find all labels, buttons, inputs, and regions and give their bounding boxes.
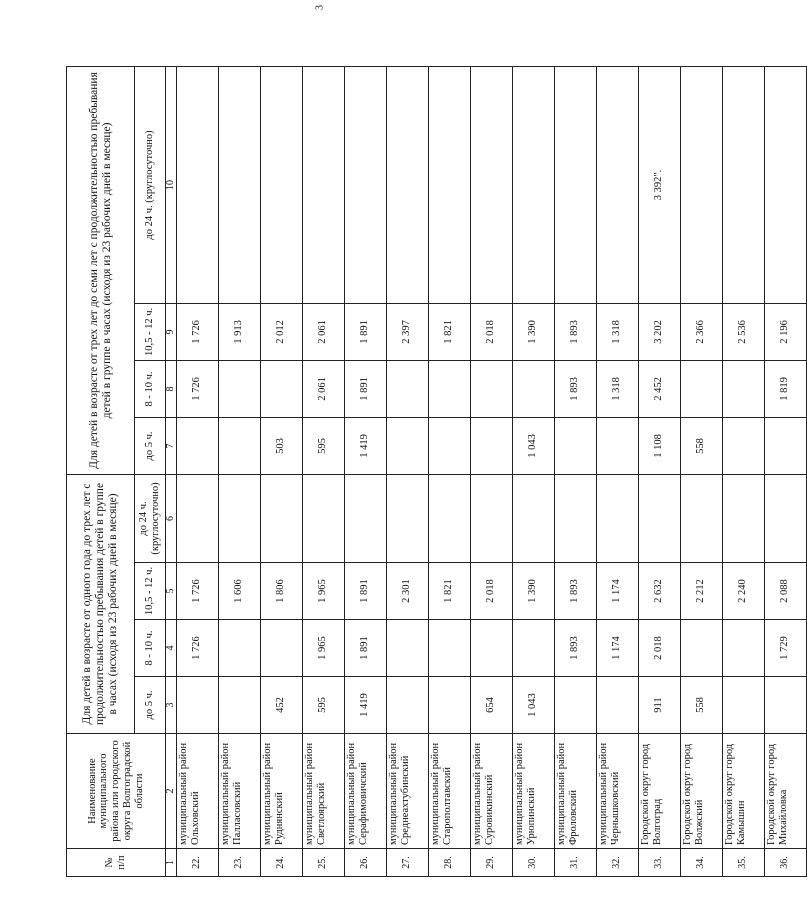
- table-row: [681, 66, 723, 876]
- subheader-up-to-5h: до 5 ч.: [135, 677, 166, 734]
- tariff-value: 2 366: [681, 303, 723, 360]
- tariff-value: 595: [303, 417, 345, 474]
- tariff-value: [471, 66, 513, 303]
- tariff-value: 1 891: [345, 303, 387, 360]
- district-name: Городской округ город Волжский: [681, 734, 723, 849]
- tariff-value: [471, 360, 513, 417]
- subheader-8-10h: 8 - 10 ч.: [135, 620, 166, 677]
- tariff-value: 1 893: [555, 360, 597, 417]
- tariff-value: 558: [681, 417, 723, 474]
- tariff-value: 2 452: [639, 360, 681, 417]
- column-number: 7: [166, 417, 177, 474]
- row-number: 30.: [513, 849, 555, 877]
- table-row: [219, 66, 261, 876]
- tariff-value: 1 729: [765, 620, 807, 677]
- tariff-value: 3 202: [639, 303, 681, 360]
- table-row: [261, 66, 303, 876]
- tariff-value: [723, 66, 765, 303]
- tariff-value: 1 891: [345, 563, 387, 620]
- table-row: [513, 66, 555, 876]
- tariff-value: 2 196: [765, 303, 807, 360]
- table-row: [471, 66, 513, 876]
- tariff-value: [429, 620, 471, 677]
- tariff-value: 1 726: [177, 303, 219, 360]
- tariff-value: [555, 677, 597, 734]
- row-number: 36.: [765, 849, 807, 877]
- tariff-value: [513, 620, 555, 677]
- row-number: 22.: [177, 849, 219, 877]
- row-number: 23.: [219, 849, 261, 877]
- tariff-value: [429, 360, 471, 417]
- column-number: 2: [166, 734, 177, 849]
- district-name: муниципальный район Среднеахтубинский: [387, 734, 429, 849]
- tariff-value: [429, 474, 471, 562]
- table-row: [303, 66, 345, 876]
- tariff-value: [219, 677, 261, 734]
- header-number: № п/п: [67, 849, 166, 877]
- table-row: [429, 66, 471, 876]
- row-number: 27.: [387, 849, 429, 877]
- tariff-value: [219, 474, 261, 562]
- tariff-value: 1 821: [429, 303, 471, 360]
- tariff-value: [597, 417, 639, 474]
- tariff-value: 1 893: [555, 620, 597, 677]
- column-number: 9: [166, 303, 177, 360]
- tariff-value: 1 318: [597, 360, 639, 417]
- tariff-value: [177, 474, 219, 562]
- column-number: 3: [166, 677, 177, 734]
- tariff-value: [345, 474, 387, 562]
- district-name: муниципальный район Руднянский: [261, 734, 303, 849]
- tariff-value: 1 390: [513, 303, 555, 360]
- tariff-value: 1 606: [219, 563, 261, 620]
- tariff-table: [66, 66, 807, 877]
- tariff-value: [471, 474, 513, 562]
- subheader-10-5-12h: 10,5 - 12 ч.: [135, 563, 166, 620]
- column-number: 1: [166, 849, 177, 877]
- row-number: 26.: [345, 849, 387, 877]
- tariff-value: [681, 360, 723, 417]
- tariff-value: 1 913: [219, 303, 261, 360]
- tariff-value: 1 965: [303, 563, 345, 620]
- table-row: [177, 66, 219, 876]
- row-number: 34.: [681, 849, 723, 877]
- row-number: 35.: [723, 849, 765, 877]
- tariff-value: 2 397: [387, 303, 429, 360]
- tariff-value: 1 893: [555, 563, 597, 620]
- district-name: муниципальный район Старополтавский: [429, 734, 471, 849]
- table-row: [555, 66, 597, 876]
- district-name: Городской округ город Волгоград: [639, 734, 681, 849]
- tariff-value: 1 893: [555, 303, 597, 360]
- header-name: Наименование муниципального района или городского округа Волгоградской области: [67, 734, 166, 849]
- row-number: 31.: [555, 849, 597, 877]
- tariff-value: [765, 474, 807, 562]
- tariff-value: [177, 66, 219, 303]
- column-number: 4: [166, 620, 177, 677]
- tariff-value: [765, 66, 807, 303]
- tariff-value: 2 212: [681, 563, 723, 620]
- column-number: 10: [166, 66, 177, 303]
- tariff-value: 503: [261, 417, 303, 474]
- tariff-value: 2 018: [639, 620, 681, 677]
- tariff-value: 1 821: [429, 563, 471, 620]
- tariff-value: 2 301: [387, 563, 429, 620]
- tariff-value: 1 726: [177, 620, 219, 677]
- tariff-value: 2 012: [261, 303, 303, 360]
- tariff-value: 1 419: [345, 677, 387, 734]
- tariff-value: 1 726: [177, 360, 219, 417]
- tariff-value: [723, 620, 765, 677]
- rotated-table-container: [66, 67, 790, 877]
- tariff-value: [597, 66, 639, 303]
- tariff-value: [723, 677, 765, 734]
- district-name: муниципальный район Светлоярский: [303, 734, 345, 849]
- tariff-value: 1 726: [177, 563, 219, 620]
- tariff-value: [555, 66, 597, 303]
- row-number: 33.: [639, 849, 681, 877]
- tariff-value: [387, 417, 429, 474]
- tariff-value: 595: [303, 677, 345, 734]
- tariff-value: [597, 677, 639, 734]
- district-name: муниципальный район Урюпинский: [513, 734, 555, 849]
- tariff-value: [555, 417, 597, 474]
- table-row: [765, 66, 807, 876]
- tariff-value: [219, 360, 261, 417]
- subheader-up-to-5h: до 5 ч.: [135, 417, 166, 474]
- tariff-value: 1 318: [597, 303, 639, 360]
- tariff-value: [387, 360, 429, 417]
- tariff-value: [387, 474, 429, 562]
- column-number: 8: [166, 360, 177, 417]
- tariff-value: 911: [639, 677, 681, 734]
- row-number: 32.: [597, 849, 639, 877]
- tariff-value: [723, 417, 765, 474]
- tariff-value: [177, 677, 219, 734]
- district-name: муниципальный район Ольховский: [177, 734, 219, 849]
- tariff-value: 2 018: [471, 563, 513, 620]
- subheader-24h: до 24 ч. (круглосуточно): [135, 474, 166, 562]
- district-name: муниципальный район Фроловский: [555, 734, 597, 849]
- subheader-8-10h: 8 - 10 ч.: [135, 360, 166, 417]
- tariff-value: [681, 620, 723, 677]
- tariff-value: 2 536: [723, 303, 765, 360]
- tariff-value: [765, 677, 807, 734]
- subheader-10-5-12h: 10,5 - 12 ч.: [135, 303, 166, 360]
- tariff-value: [597, 474, 639, 562]
- tariff-value: [303, 66, 345, 303]
- tariff-value: [723, 474, 765, 562]
- page-number: 3: [314, 5, 326, 10]
- tariff-value: 558: [681, 677, 723, 734]
- tariff-value: 1 965: [303, 620, 345, 677]
- district-name: Городской округ город Михайловка: [765, 734, 807, 849]
- tariff-value: 1 043: [513, 677, 555, 734]
- tariff-value: 2 088: [765, 563, 807, 620]
- tariff-value: [387, 620, 429, 677]
- tariff-value: 2 632: [639, 563, 681, 620]
- tariff-value: 1 043: [513, 417, 555, 474]
- tariff-value: 1 108: [639, 417, 681, 474]
- column-number: 5: [166, 563, 177, 620]
- district-name: муниципальный район Серафимовичский: [345, 734, 387, 849]
- tariff-value: [681, 474, 723, 562]
- column-numbers-row: [166, 66, 177, 876]
- tariff-value: [765, 417, 807, 474]
- tariff-value: [681, 66, 723, 303]
- tariff-value: 2 018: [471, 303, 513, 360]
- tariff-value: [177, 417, 219, 474]
- tariff-value: 3 392".: [639, 66, 681, 303]
- tariff-value: [513, 66, 555, 303]
- table-row: [639, 66, 681, 876]
- tariff-value: [639, 474, 681, 562]
- table-row: [387, 66, 429, 876]
- tariff-value: [387, 677, 429, 734]
- tariff-value: [261, 474, 303, 562]
- tariff-value: 2 240: [723, 563, 765, 620]
- tariff-value: 2 061: [303, 360, 345, 417]
- tariff-value: 654: [471, 677, 513, 734]
- tariff-value: [513, 360, 555, 417]
- header-group-1-3-years: Для детей в возрасте от одного года до трех лет с продолжительностью пребывания детей в группе в часах (исходя из 23 рабочих дней в месяце): [67, 474, 135, 733]
- tariff-value: [219, 620, 261, 677]
- column-number: 6: [166, 474, 177, 562]
- tariff-value: [261, 66, 303, 303]
- tariff-value: [261, 360, 303, 417]
- tariff-value: [303, 474, 345, 562]
- tariff-value: [387, 66, 429, 303]
- tariff-value: 1 891: [345, 360, 387, 417]
- tariff-value: [429, 417, 471, 474]
- district-name: муниципальный район Суровикинский: [471, 734, 513, 849]
- header-group-3-7-years: Для детей в возрасте от трех лет до семи лет с продолжительностью пребывания детей в группе в часах (исходя из 23 рабочих дней в месяце): [67, 66, 135, 474]
- tariff-value: 1 174: [597, 620, 639, 677]
- row-number: 28.: [429, 849, 471, 877]
- subheader-24h: до 24 ч. (круглосуточно): [135, 66, 166, 303]
- tariff-value: 1 819: [765, 360, 807, 417]
- tariff-value: 1 390: [513, 563, 555, 620]
- table-row: [345, 66, 387, 876]
- tariff-value: 1 891: [345, 620, 387, 677]
- row-number: 29.: [471, 849, 513, 877]
- tariff-value: [555, 474, 597, 562]
- district-name: Городской округ город Камышин: [723, 734, 765, 849]
- tariff-value: 1 174: [597, 563, 639, 620]
- tariff-value: [513, 474, 555, 562]
- tariff-value: [219, 66, 261, 303]
- table-row: [723, 66, 765, 876]
- table-row: [597, 66, 639, 876]
- tariff-value: 1 806: [261, 563, 303, 620]
- row-number: 24.: [261, 849, 303, 877]
- tariff-value: 452: [261, 677, 303, 734]
- tariff-value: [471, 417, 513, 474]
- tariff-value: [429, 66, 471, 303]
- tariff-value: [219, 417, 261, 474]
- tariff-value: [261, 620, 303, 677]
- district-name: муниципальный район Палласовский: [219, 734, 261, 849]
- tariff-value: 2 061: [303, 303, 345, 360]
- district-name: муниципальный район Чернышковский: [597, 734, 639, 849]
- tariff-value: 1 419: [345, 417, 387, 474]
- tariff-value: [723, 360, 765, 417]
- row-number: 25.: [303, 849, 345, 877]
- tariff-value: [345, 66, 387, 303]
- tariff-value: [471, 620, 513, 677]
- tariff-value: [429, 677, 471, 734]
